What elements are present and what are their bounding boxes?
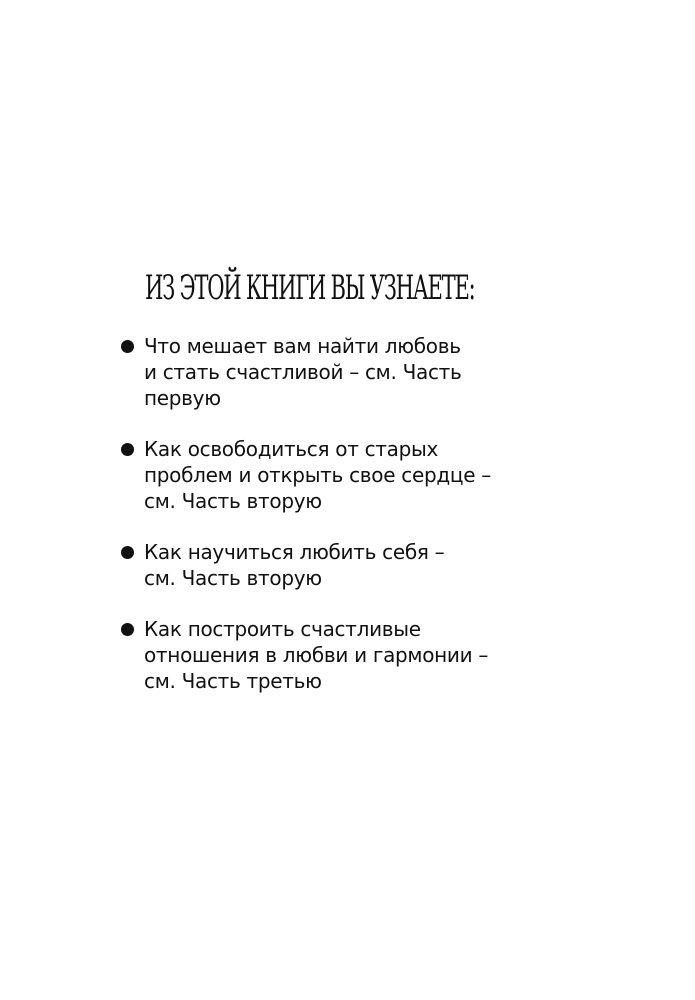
- benefit-line: см. Часть вторую: [144, 566, 322, 590]
- benefit-item: [120, 616, 540, 694]
- page-heading: ИЗ ЭТОЙ КНИГИ ВЫ УЗНАЕТЕ:: [145, 268, 475, 308]
- benefits-list: [120, 333, 540, 719]
- benefit-line: Как построить счастливые: [144, 617, 421, 641]
- benefit-item: [120, 539, 540, 591]
- bullet-icon: [121, 546, 134, 559]
- bullet-icon: [121, 443, 134, 456]
- benefit-line: проблем и открыть свое сердце –: [144, 463, 491, 487]
- benefit-line: первую: [144, 386, 221, 410]
- bullet-icon: [121, 340, 134, 353]
- benefit-line: Как научиться любить себя –: [144, 540, 445, 564]
- bullet-icon: [121, 623, 134, 636]
- benefit-line: см. Часть третью: [144, 669, 322, 693]
- benefit-line: отношения в любви и гармонии –: [144, 643, 489, 667]
- benefit-item: [120, 436, 540, 514]
- benefit-item: [120, 333, 540, 411]
- benefit-line: Как освободиться от старых: [144, 437, 439, 461]
- benefit-line: см. Часть вторую: [144, 489, 322, 513]
- benefit-line: и стать счастливой – см. Часть: [144, 360, 462, 384]
- benefit-line: Что мешает вам найти любовь: [144, 334, 461, 358]
